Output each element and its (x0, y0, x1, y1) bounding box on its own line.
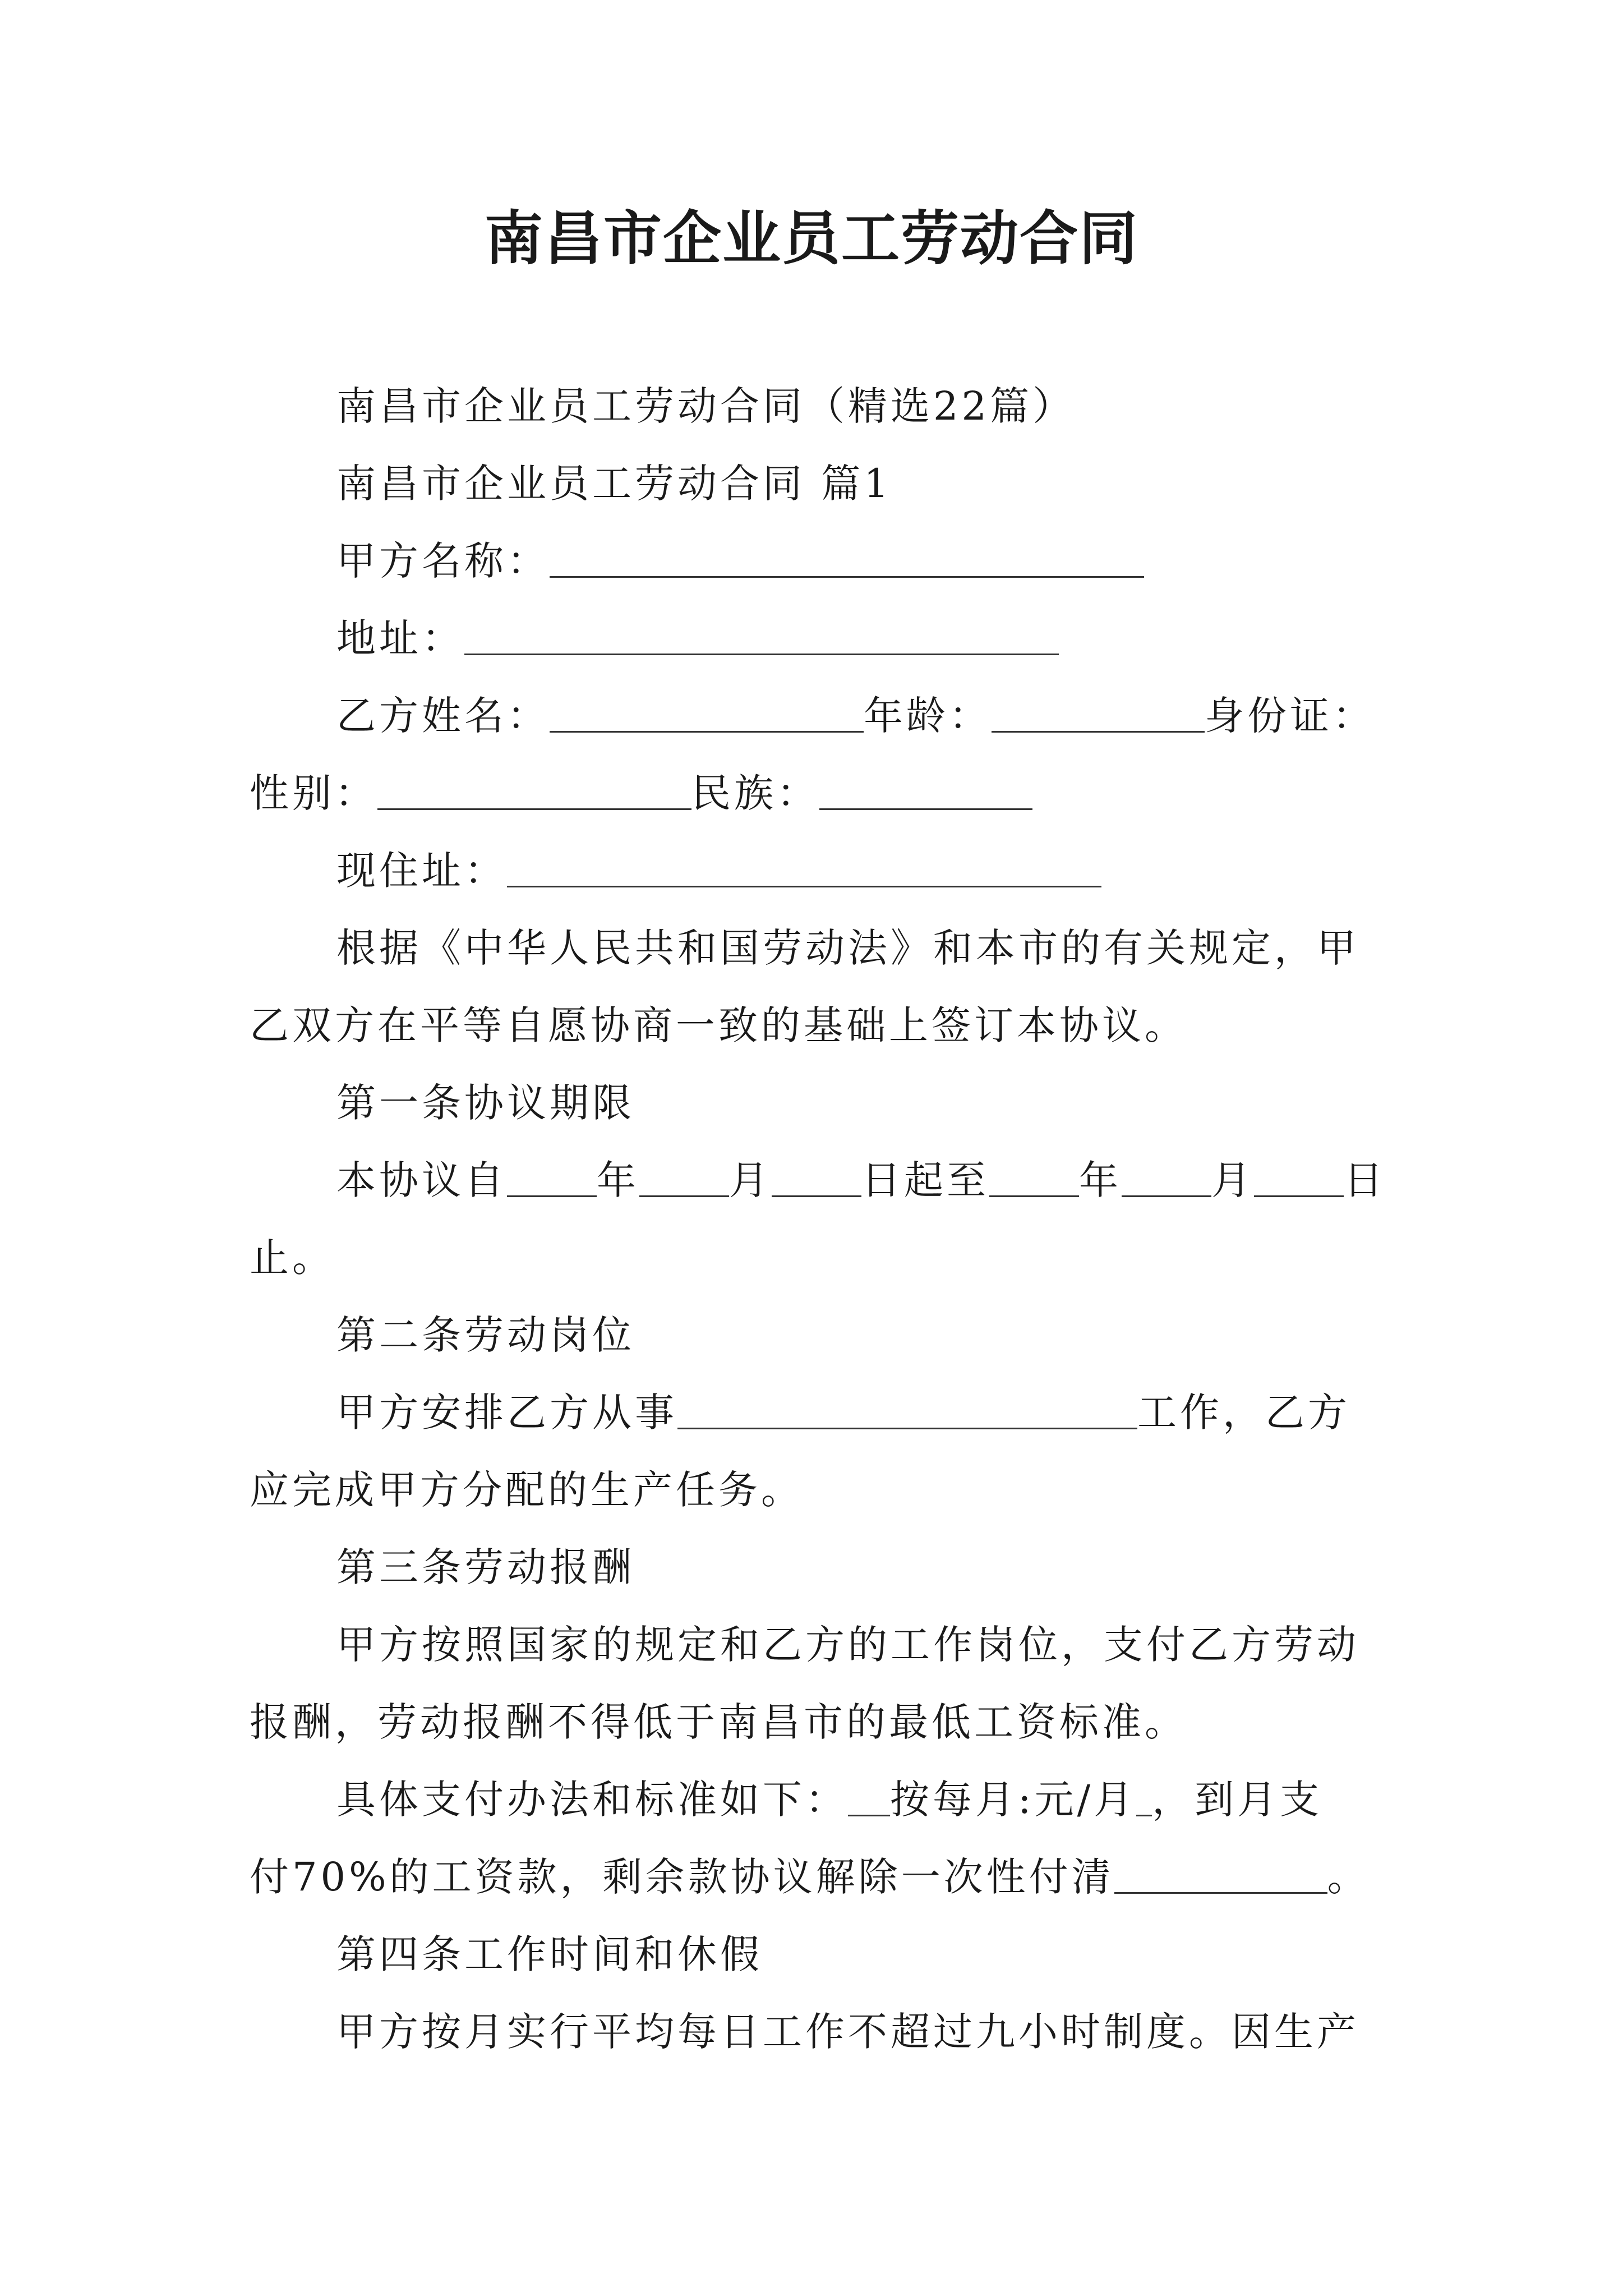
start-day-blank (772, 1156, 861, 1197)
document-subtitle: 南昌市企业员工劳动合同（精选22篇） (336, 383, 1076, 429)
pay-balance-end: 。 (1327, 1854, 1370, 1900)
part-heading: 南昌市企业员工劳动合同 篇1 (336, 461, 892, 507)
article-4-line-1: 甲方按月实行平均每日工作不超过九小时制度。因生产 (336, 2009, 1359, 2055)
month-label: 月 (729, 1157, 772, 1203)
article-1-term-end: 止。 (250, 1235, 335, 1281)
article-3-pay-line-1 (250, 1761, 1388, 1838)
pay-method-blank (848, 1775, 890, 1816)
party-b-name-blank (550, 692, 864, 733)
pay-balance-blank (1114, 1853, 1327, 1894)
ethnicity-blank (819, 769, 1032, 810)
pay-method-intro: 具体支付办法和标准如下： (336, 1777, 848, 1823)
address-row (250, 600, 1388, 677)
party-a-name-row (250, 522, 1388, 600)
party-b-row (250, 677, 1388, 754)
start-month-blank (639, 1156, 729, 1197)
year-label: 年 (597, 1157, 639, 1203)
end-month-blank (1122, 1156, 1211, 1197)
age-blank (992, 692, 1205, 733)
year-label: 年 (1079, 1157, 1122, 1203)
address-label: 地址： (336, 615, 464, 661)
party-a-name-label: 甲方名称： (336, 538, 550, 584)
article-1-heading: 第一条协议期限 (336, 1080, 635, 1126)
gender-ethnicity-row (250, 754, 1388, 832)
article-2-line-2: 应完成甲方分配的生产任务。 (250, 1467, 804, 1513)
gender-blank (377, 769, 691, 810)
current-address-row (250, 832, 1388, 909)
end-year-blank (989, 1156, 1079, 1197)
party-a-name-blank (550, 537, 1144, 578)
day-label: 日 (1344, 1157, 1386, 1203)
job-intro: 甲方安排乙方从事 (336, 1389, 677, 1435)
article-4-heading: 第四条工作时间和休假 (336, 1931, 763, 1977)
end-day-blank (1254, 1156, 1344, 1197)
pay-method-suffix: ，到月支 (1152, 1777, 1323, 1823)
address-blank (464, 614, 1059, 655)
job-blank (677, 1388, 1137, 1429)
day-from-label: 日起至 (861, 1157, 989, 1203)
term-intro: 本协议自 (336, 1157, 507, 1203)
intro-line-1: 根据《中华人民共和国劳动法》和本市的有关规定，甲 (336, 925, 1359, 971)
current-address-label: 现住址： (336, 848, 507, 894)
pay-rate-blank (1136, 1775, 1152, 1816)
document-title: 南昌市企业员工劳动合同 (484, 204, 1138, 273)
article-1-term-row (250, 1142, 1388, 1219)
article-3-heading: 第三条劳动报酬 (336, 1544, 635, 1590)
article-3-pay-line-2 (250, 1838, 1388, 1916)
current-address-blank (507, 846, 1101, 887)
start-year-blank (507, 1156, 597, 1197)
gender-label: 性别： (250, 770, 377, 816)
age-label: 年龄： (864, 693, 992, 739)
article-3-line-1: 甲方按照国家的规定和乙方的工作岗位，支付乙方劳动 (336, 1622, 1359, 1668)
intro-line-2: 乙双方在平等自愿协商一致的基础上签订本协议。 (250, 1002, 1187, 1048)
pay-method-text: 按每月:元/月 (890, 1777, 1137, 1823)
article-2-line-1 (250, 1374, 1388, 1451)
job-suffix: 工作，乙方 (1137, 1389, 1350, 1435)
party-b-name-label: 乙方姓名： (336, 693, 550, 739)
ethnicity-label: 民族： (691, 770, 819, 816)
article-2-heading: 第二条劳动岗位 (336, 1312, 635, 1358)
id-label: 身份证： (1205, 693, 1375, 739)
pay-balance-text: 付70%的工资款，剩余款协议解除一次性付清 (250, 1854, 1114, 1900)
article-3-line-2: 报酬，劳动报酬不得低于南昌市的最低工资标准。 (250, 1699, 1187, 1745)
document-body (250, 367, 1388, 2070)
month-label: 月 (1211, 1157, 1254, 1203)
